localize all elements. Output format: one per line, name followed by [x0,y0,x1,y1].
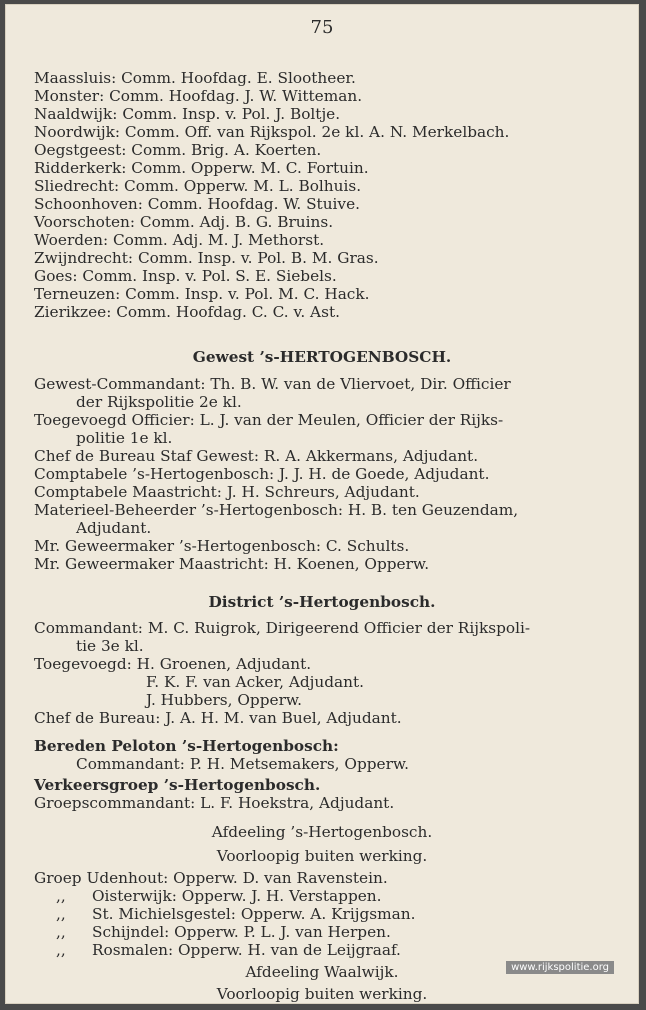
ditto-mark: ,, [56,941,66,959]
text-line: Comptabele ’s-Hertogenbosch: J. J. H. de Goede, Adjudant. [34,465,490,483]
text-line: Voorschoten: Comm. Adj. B. G. Bruins. [34,213,334,231]
text-line: Adjudant. [76,519,152,537]
text-line: Mr. Geweermaker ’s-Hertogenbosch: C. Schults. [34,537,410,555]
text-line: Chef de Bureau: J. A. H. M. van Buel, Adjudant. [34,709,402,727]
subsection-heading: Verkeersgroep ’s-Hertogenbosch. [34,776,321,794]
text-line: Monster: Comm. Hoofdag. J. W. Witteman. [34,87,363,105]
text-line: Goes: Comm. Insp. v. Pol. S. E. Siebels. [34,267,337,285]
text-line: ,, St. Michielsgestel: Opperw. A. Krijgsman. [56,905,416,923]
ditto-mark: ,, [56,923,66,941]
text-line: Toegevoegd: H. Groenen, Adjudant. [34,655,312,673]
centered-line: Voorloopig buiten werking. [216,847,428,865]
text-line: Woerden: Comm. Adj. M. J. Methorst. [34,231,325,249]
text-line: Comptabele Maastricht: J. H. Schreurs, Adjudant. [34,483,420,501]
text-line: Terneuzen: Comm. Insp. v. Pol. M. C. Hack. [34,285,370,303]
text-line: Materieel-Beheerder ’s-Hertogenbosch: H. B. ten Geuzendam, [34,501,519,519]
text-line: tie 3e kl. [76,637,144,655]
text-line: Oegstgeest: Comm. Brig. A. Koerten. [34,141,322,159]
text-line: J. Hubbers, Opperw. [146,691,303,709]
text-line: ,, Rosmalen: Opperw. H. van de Leijgraaf. [56,941,401,959]
text-line: Noordwijk: Comm. Off. van Rijkspol. 2e kl. A. N. Merkelbach. [34,123,510,141]
text-line: Gewest-Commandant: Th. B. W. van de Vliervoet, Dir. Officier [34,375,511,393]
section-heading: District ’s-Hertogenbosch. [208,593,436,611]
text-line: Ridderkerk: Comm. Opperw. M. C. Fortuin. [34,159,369,177]
section-heading: Gewest ’s-HERTOGENBOSCH. [192,348,452,366]
ditto-mark: ,, [56,905,66,923]
text-line: F. K. F. van Acker, Adjudant. [146,673,365,691]
text-line: politie 1e kl. [76,429,173,447]
watermark: www.rijkspolitie.org [506,961,614,974]
text-line: Groep Udenhout: Opperw. D. van Ravenstein. [34,869,388,887]
text-line: Naaldwijk: Comm. Insp. v. Pol. J. Boltje. [34,105,341,123]
subsection-heading: Bereden Peloton ’s-Hertogenbosch: [34,737,339,755]
text-line: Groepscommandant: L. F. Hoekstra, Adjudant. [34,794,395,812]
text-line: Maassluis: Comm. Hoofdag. E. Slootheer. [34,69,356,87]
text-line: ,, Schijndel: Opperw. P. L. J. van Herpen. [56,923,391,941]
text-line: Zwijndrecht: Comm. Insp. v. Pol. B. M. Gras. [34,249,379,267]
text-line: Schoonhoven: Comm. Hoofdag. W. Stuive. [34,195,360,213]
document-page [5,4,639,1004]
text-line: Commandant: P. H. Metsemakers, Opperw. [76,755,410,773]
text-line: Zierikzee: Comm. Hoofdag. C. C. v. Ast. [34,303,340,321]
text-line: Mr. Geweermaker Maastricht: H. Koenen, Opperw. [34,555,430,573]
centered-line: Afdeeling ’s-Hertogenbosch. [211,823,433,841]
text-line: ,, Oisterwijk: Opperw. J. H. Verstappen. [56,887,382,905]
text-line: Sliedrecht: Comm. Opperw. M. L. Bolhuis. [34,177,362,195]
page-number: 75 [310,17,334,38]
text-line: Toegevoegd Officier: L. J. van der Meulen, Officier der Rijks- [34,411,504,429]
text-line: Chef de Bureau Staf Gewest: R. A. Akkermans, Adjudant. [34,447,479,465]
text-line: Commandant: M. C. Ruigrok, Dirigeerend Officier der Rijkspoli- [34,619,531,637]
ditto-mark: ,, [56,887,66,905]
centered-line: Afdeeling Waalwijk. [245,963,399,981]
centered-line: Voorloopig buiten werking. [216,985,428,1003]
text-line: der Rijkspolitie 2e kl. [76,393,242,411]
